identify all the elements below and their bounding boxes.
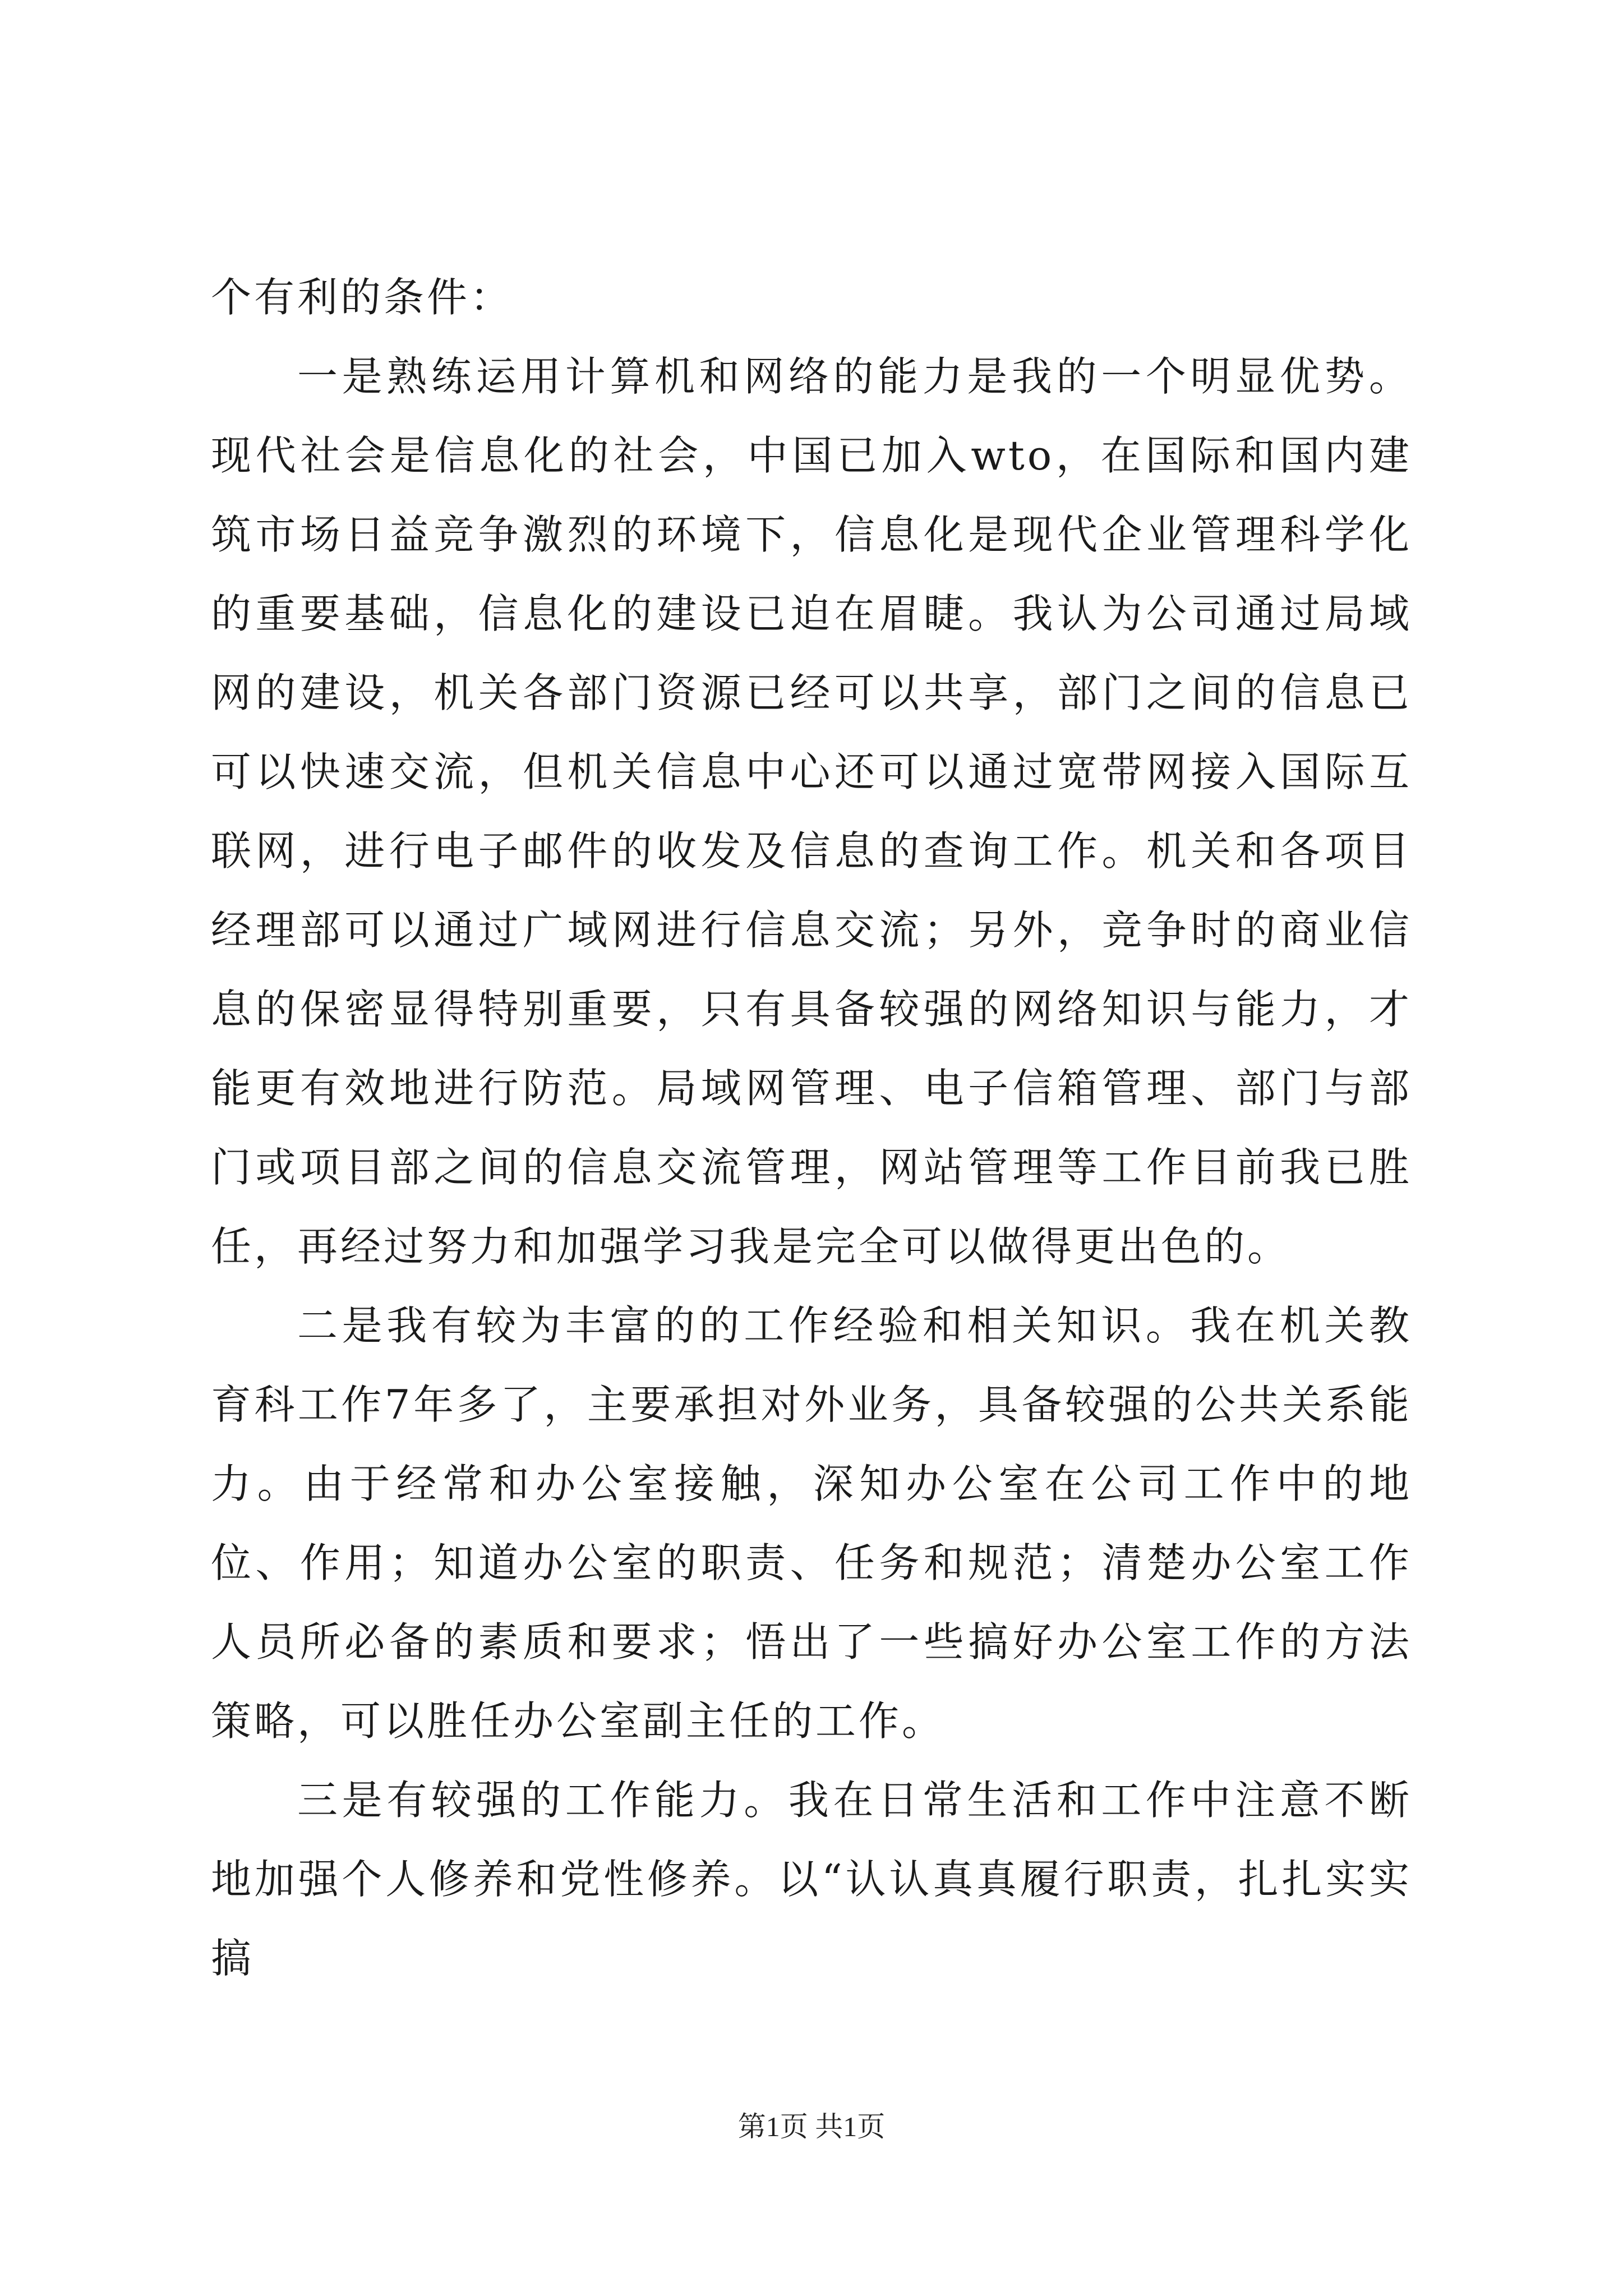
document-body [211, 258, 1412, 1998]
paragraph-work-ability: 三是有较强的工作能力。我在日常生活和工作中注意不断地加强个人修养和党性修养。以“认认真真履行职责，扎扎实实搞 [211, 1777, 1412, 1982]
page-footer: 第1页 共1页 [737, 2111, 886, 2142]
paragraph-continuation: 个有利的条件： [211, 274, 514, 321]
paragraph-computer-skills: 一是熟练运用计算机和网络的能力是我的一个明显优势。现代社会是信息化的社会，中国已加入wto，在国际和国内建筑市场日益竞争激烈的环境下，信息化是现代企业管理科学化的重要基础，信息化的建设已迫在眉睫。我认为公司通过局域网的建设，机关各部门资源已经可以共享，部门之间的信息已可以快速交流，但机关信息中心还可以通过宽带网接入国际互联网，进行电子邮件的收发及信息的查询工作。机关和各项目经理部可以通过广域网进行信息交流；另外，竞争时的商业信息的保密显得特别重要，只有具备较强的网络知识与能力，才能更有效地进行防范。局域网管理、电子信箱管理、部门与部门或项目部之间的信息交流管理，网站管理等工作目前我已胜任，再经过努力和加强学习我是完全可以做得更出色的。 [211, 353, 1412, 1270]
paragraph-work-experience: 二是我有较为丰富的的工作经验和相关知识。我在机关教育科工作7年多了，主要承担对外业务，具备较强的公共关系能力。由于经常和办公室接触，深知办公室在公司工作中的地位、作用；知道办公室的职责、任务和规范；清楚办公室工作人员所必备的素质和要求；悟出了一些搞好办公室工作的方法策略，可以胜任办公室副主任的工作。 [211, 1302, 1412, 1745]
